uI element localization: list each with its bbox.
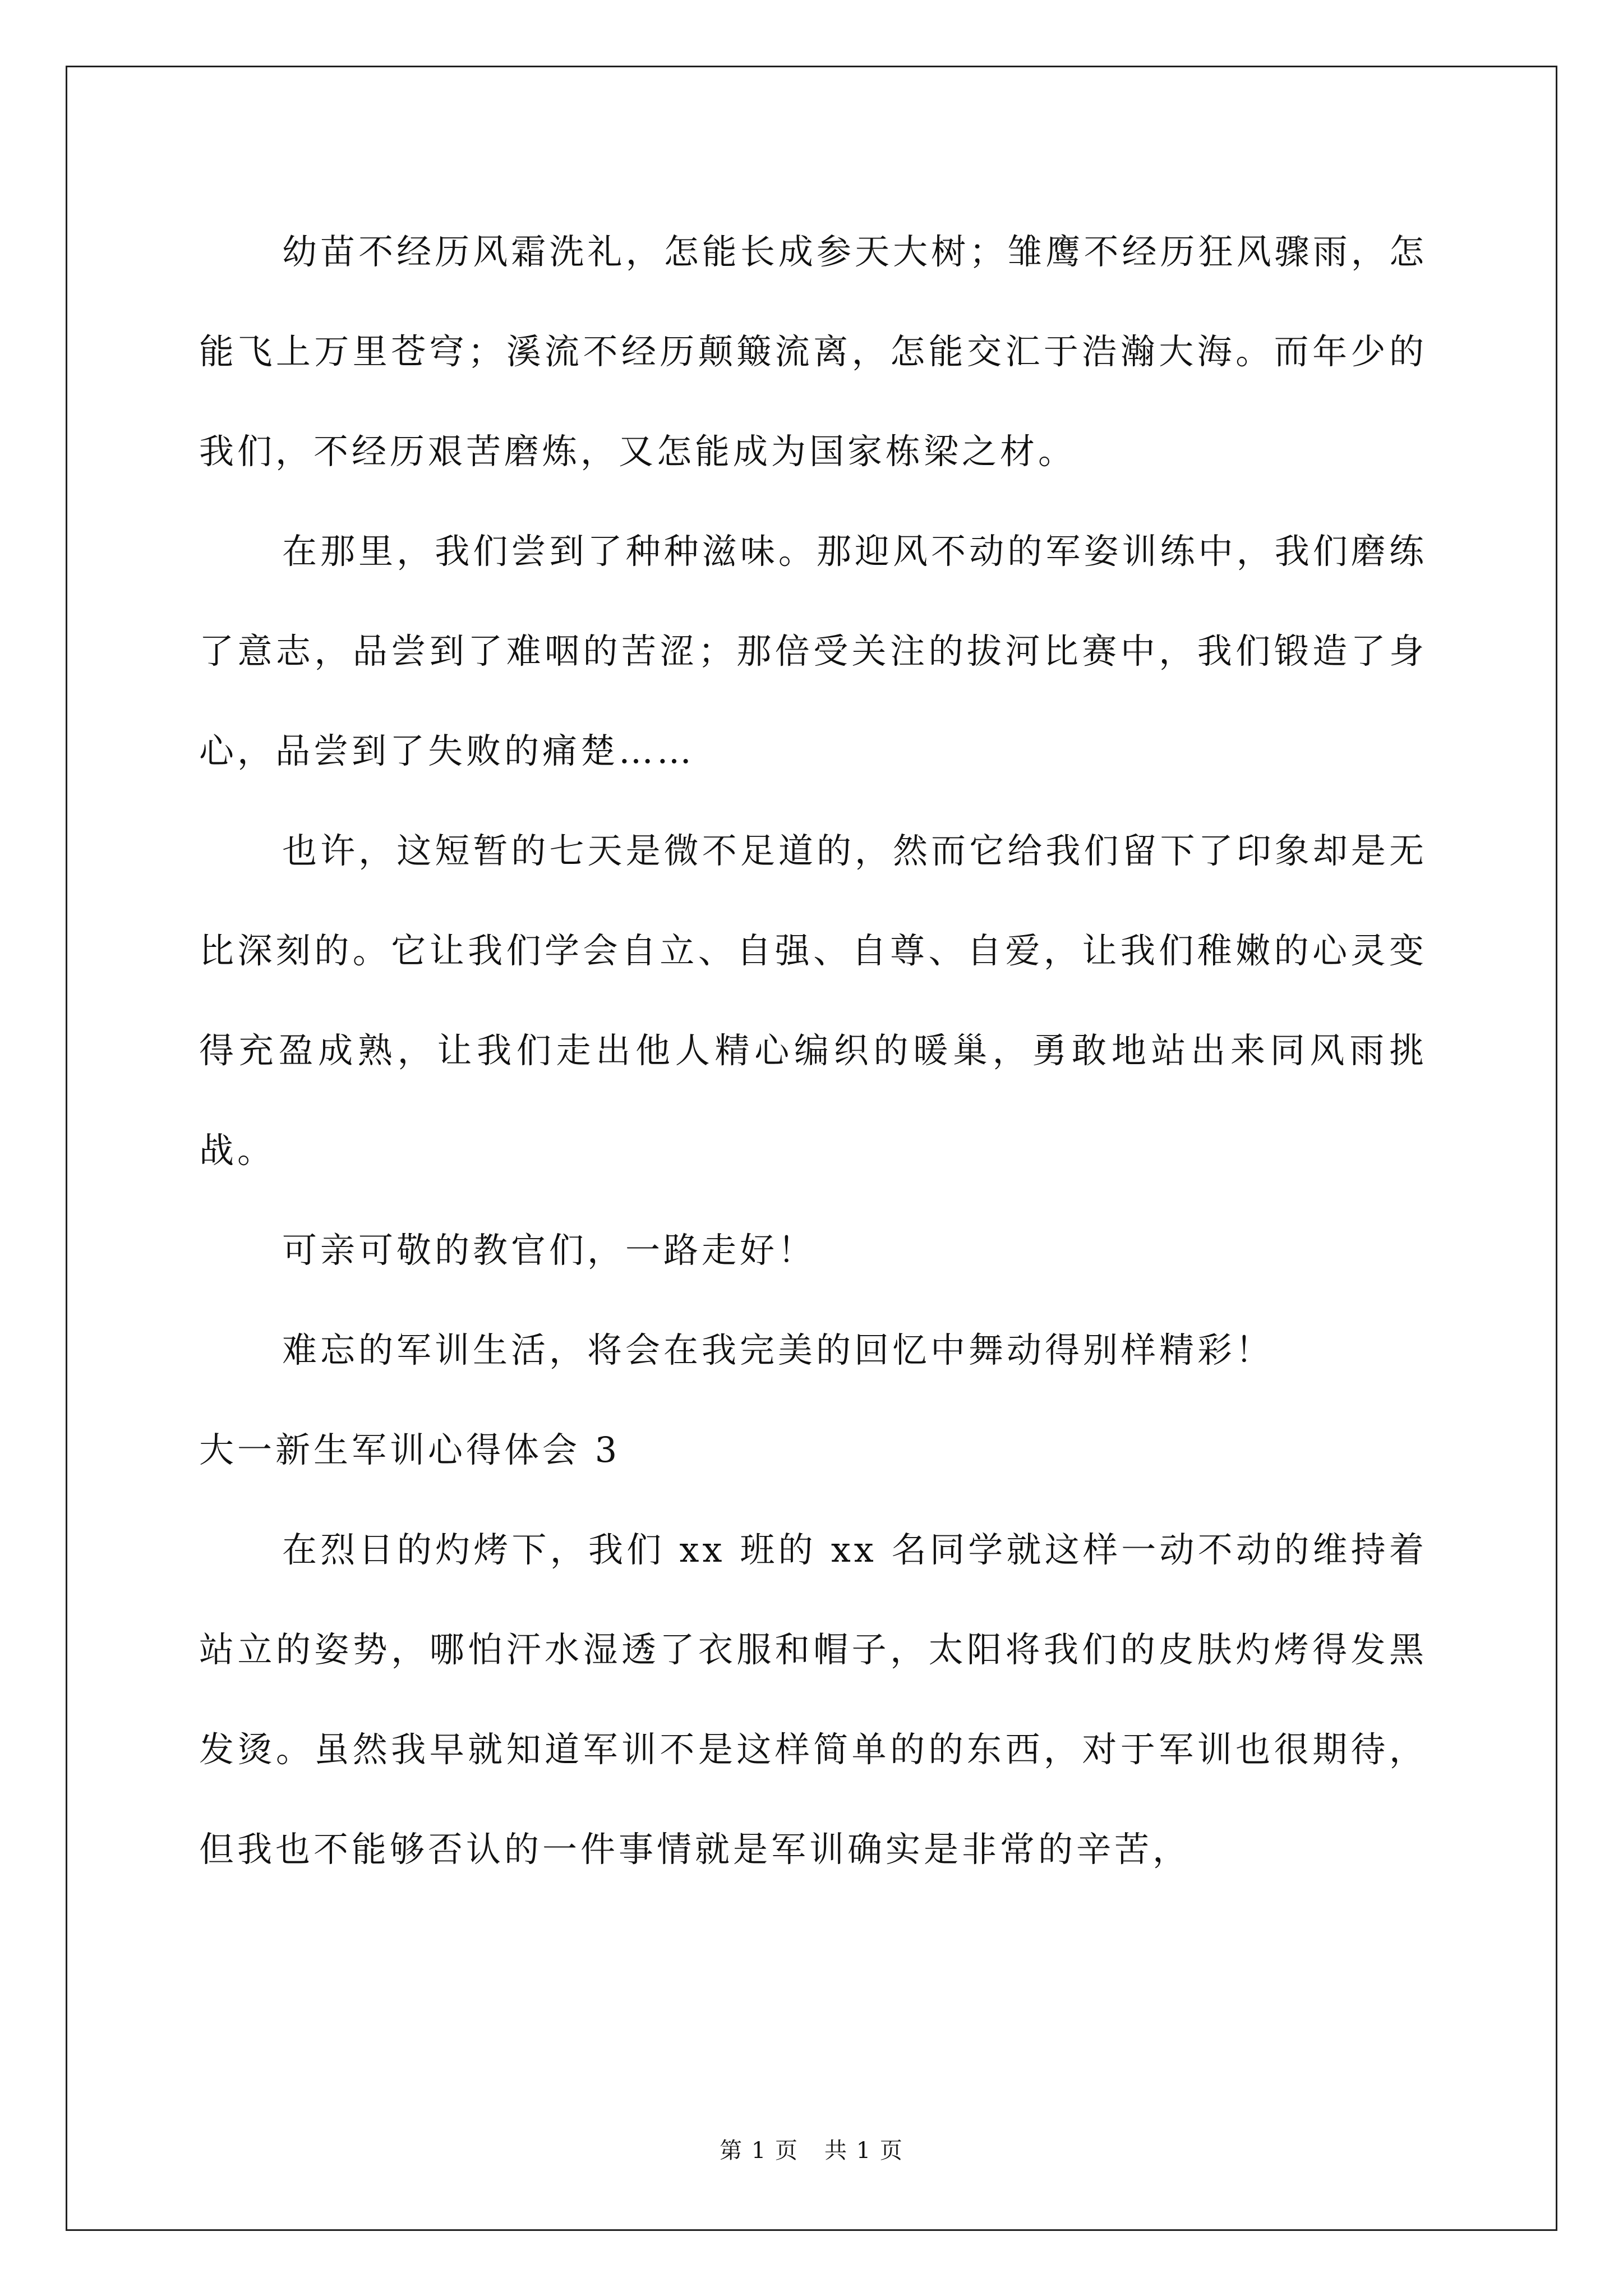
page-footer: [0, 2133, 1623, 2165]
paragraph-2: 在那里，我们尝到了种种滋味。那迎风不动的军姿训练中，我们磨练了意志，品尝到了难咽的苦涩；那倍受关注的拔河比赛中，我们锻造了身心，品尝到了失败的痛楚……: [199, 531, 1427, 771]
paragraph-5: 难忘的军训生活，将会在我完美的回忆中舞动得别样精彩！: [282, 1329, 1274, 1370]
section-heading: 大一新生军训心得体会 3: [199, 1429, 621, 1470]
page-number-total: 共 1 页: [824, 2138, 903, 2164]
section-paragraph-1: 在烈日的灼烤下，我们 xx 班的 xx 名同学就这样一动不动的维持着站立的姿势，哪怕汗水湿透了衣服和帽子，太阳将我们的皮肤灼烤得发黑发烫。虽然我早就知道军训不是这样简单的的东西，对于军训也很期待，但我也不能够否认的一件事情就是军训确实是非常的辛苦，: [199, 1529, 1427, 1870]
paragraph-1: 幼苗不经历风霜洗礼，怎能长成参天大树；雏鹰不经历狂风骤雨，怎能飞上万里苍穹；溪流不经历颠簸流离，怎能交汇于浩瀚大海。而年少的我们，不经历艰苦磨炼，又怎能成为国家栋梁之材。: [199, 231, 1427, 472]
paragraph-3: 也许，这短暂的七天是微不足道的，然而它给我们留下了印象却是无比深刻的。它让我们学会自立、自强、自尊、自爱，让我们稚嫩的心灵变得充盈成熟，让我们走出他人精心编织的暖巢，勇敢地站出来同风雨挑战。: [199, 830, 1427, 1171]
document-body: [199, 202, 1427, 1899]
page-number-current: 第 1 页: [720, 2138, 799, 2164]
paragraph-4: 可亲可敬的教官们，一路走好！: [282, 1230, 817, 1271]
